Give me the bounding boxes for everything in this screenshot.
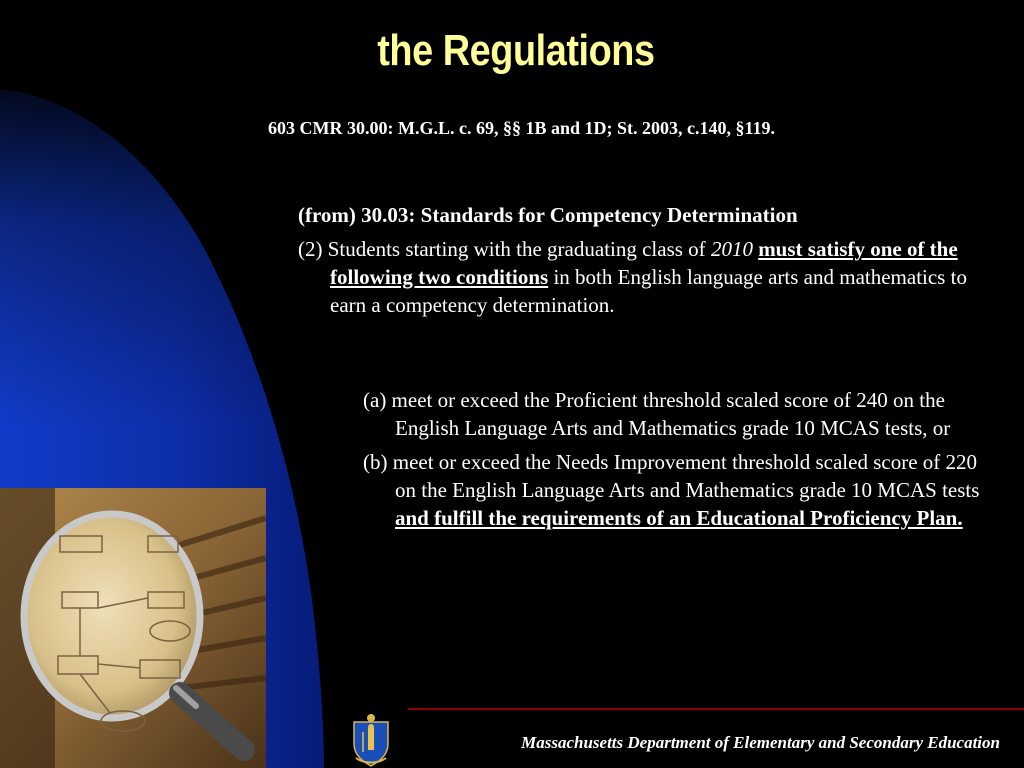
condition-b-text: (b) meet or exceed the Needs Improvement threshold scaled score of 220 on the English Language Arts and Mathematics grade 10 MCAS tests — [363, 450, 980, 502]
paragraph-text-before: (2) Students starting with the graduating class of — [298, 237, 711, 261]
regulation-content — [298, 201, 978, 319]
conditions-list — [363, 386, 993, 532]
footer-organization: Massachusetts Department of Elementary and Secondary Education — [521, 733, 1000, 752]
graduating-year: 2010 — [710, 237, 753, 261]
slide-title: the Regulations — [377, 26, 655, 75]
condition-a: (a) meet or exceed the Proficient threshold scaled score of 240 on the English Language Arts and Mathematics grade 10 MCAS tests, or — [363, 388, 951, 440]
regulation-citation: 603 CMR 30.00: M.G.L. c. 69, §§ 1B and 1D; St. 2003, c.140, §119. — [268, 118, 775, 138]
condition-b — [363, 448, 993, 532]
paragraph-emphasis: must satisfy one of the following two conditions — [330, 237, 958, 289]
paragraph-text-after: in both English language arts and mathematics to earn a competency determination. — [330, 265, 967, 317]
section-heading: (from) 30.03: Standards for Competency Determination — [298, 203, 798, 227]
paragraph-2 — [298, 235, 978, 319]
magnifier-photo — [0, 488, 266, 768]
condition-b-emphasis: and fulfill the requirements of an Educational Proficiency Plan. — [395, 506, 963, 530]
footer-rule — [408, 708, 1024, 710]
massachusetts-seal-icon — [348, 712, 394, 768]
